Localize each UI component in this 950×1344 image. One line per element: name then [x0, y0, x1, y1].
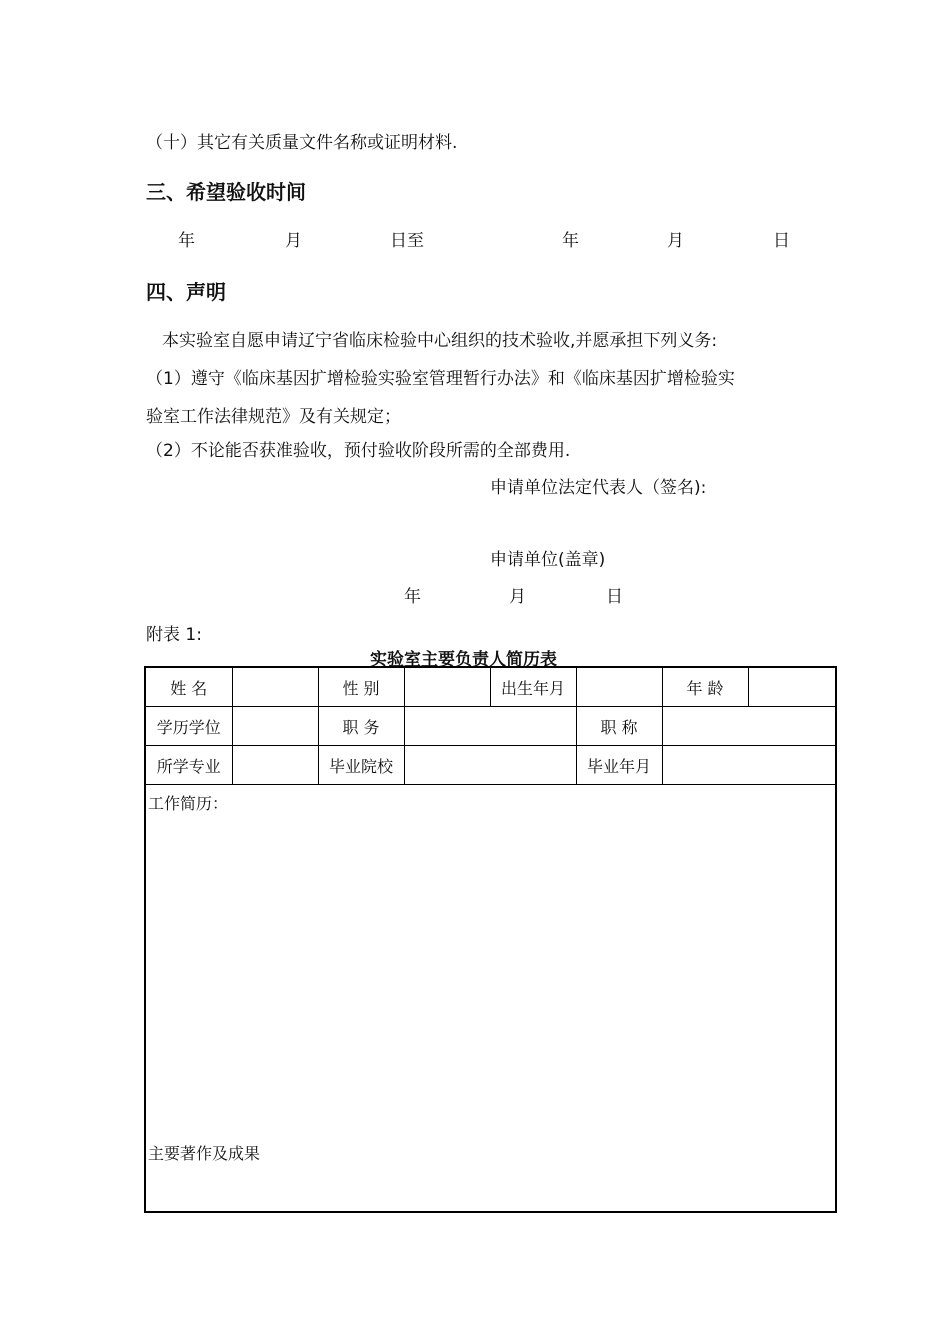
table-title: 实验室主要负责人简历表: [370, 650, 557, 670]
position-value-cell[interactable]: [404, 707, 576, 746]
title-value-cell[interactable]: [662, 707, 836, 746]
major-label: 所学专业: [145, 746, 232, 785]
sign-date-day: 日: [606, 587, 623, 607]
graduation-date-label: 毕业年月: [576, 746, 662, 785]
major-value-cell[interactable]: [232, 746, 318, 785]
table-row: [145, 707, 836, 746]
appendix-label: 附表 1:: [146, 625, 202, 645]
date-month-to: 月: [667, 231, 684, 251]
graduate-school-label: 毕业院校: [318, 746, 404, 785]
achievements-label: 主要著作及成果: [148, 1144, 261, 1163]
education-label: 学历学位: [145, 707, 232, 746]
declaration-intro: 本实验室自愿申请辽宁省临床检验中心组织的技术验收,并愿承担下列义务:: [162, 331, 718, 351]
work-history-label: 工作简历：: [148, 794, 229, 813]
sign-date-year: 年: [404, 587, 421, 607]
name-label: 姓 名: [145, 667, 232, 707]
title-label: 职 称: [576, 707, 662, 746]
gender-label: 性 别: [318, 667, 404, 707]
table-row: [145, 746, 836, 785]
date-year-from: 年: [178, 231, 195, 251]
section-4-heading: 四、声明: [146, 280, 226, 304]
date-day-to: 日: [773, 231, 790, 251]
graduate-school-value-cell[interactable]: [404, 746, 576, 785]
work-history-cell[interactable]: [145, 785, 836, 1213]
education-value-cell[interactable]: [232, 707, 318, 746]
table-row: [145, 667, 836, 707]
legal-representative-signature: 申请单位法定代表人（签名):: [490, 478, 707, 498]
birth-date-value-cell[interactable]: [576, 667, 662, 707]
graduation-date-value-cell[interactable]: [662, 746, 836, 785]
birth-date-label: 出生年月: [490, 667, 576, 707]
obligation-1-line-1: （1）遵守《临床基因扩增检验实验室管理暂行办法》和《临床基因扩增检验实: [146, 369, 735, 389]
section-3-heading: 三、希望验收时间: [146, 180, 306, 204]
position-label: 职 务: [318, 707, 404, 746]
applicant-seal: 申请单位(盖章): [490, 550, 606, 570]
age-label: 年 龄: [662, 667, 748, 707]
date-month-from: 月: [285, 231, 302, 251]
resume-table: [144, 666, 837, 1213]
sign-date-month: 月: [509, 587, 526, 607]
table-row: [145, 785, 836, 1213]
date-year-to: 年: [562, 231, 579, 251]
obligation-1-line-2: 验室工作法律规范》及有关规定；: [146, 407, 401, 427]
gender-value-cell[interactable]: [404, 667, 490, 707]
date-day-from: 日至: [390, 231, 424, 251]
age-value-cell[interactable]: [748, 667, 836, 707]
item-10-text: （十）其它有关质量文件名称或证明材料.: [146, 133, 458, 153]
name-value-cell[interactable]: [232, 667, 318, 707]
obligation-2: （2）不论能否获准验收，预付验收阶段所需的全部费用.: [146, 441, 571, 461]
